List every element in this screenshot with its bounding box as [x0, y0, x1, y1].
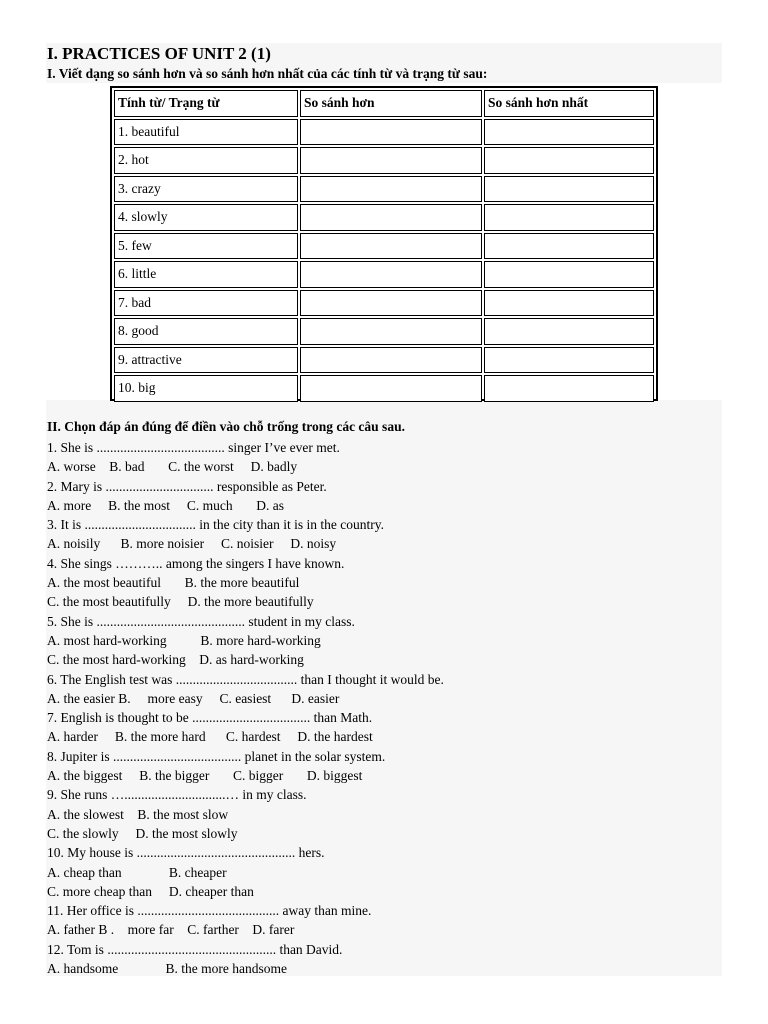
comparative-cell	[300, 290, 482, 317]
superlative-cell	[484, 318, 654, 345]
superlative-cell	[484, 347, 654, 374]
table-row	[114, 375, 654, 402]
superlative-cell	[484, 261, 654, 288]
question-line: 6. The English test was .................................... than I thought it would be.	[47, 671, 444, 687]
comparative-cell	[300, 261, 482, 288]
question-line: 9. She runs …..............................… in my class.	[47, 787, 307, 803]
page-title: I. PRACTICES OF UNIT 2 (1)	[47, 44, 271, 63]
table-row	[114, 233, 654, 260]
table-header-row	[114, 90, 654, 117]
word-cell: 3. crazy	[114, 176, 298, 203]
word-cell: 8. good	[114, 318, 298, 345]
comparative-cell	[300, 375, 482, 402]
question-line: 4. She sings ……….. among the singers I have known.	[47, 555, 345, 571]
superlative-cell	[484, 375, 654, 402]
word-cell: 5. few	[114, 233, 298, 260]
table-row	[114, 176, 654, 203]
answer-options-line: A. the most beautiful B. the more beautiful	[47, 575, 300, 591]
word-cell: 6. little	[114, 261, 298, 288]
answer-options-line: A. more B. the most C. much D. as	[47, 497, 284, 513]
table-row	[114, 318, 654, 345]
answer-options-line: A. noisily B. more noisier C. noisier D. noisy	[47, 536, 337, 552]
comparative-cell	[300, 204, 482, 231]
superlative-cell	[484, 119, 654, 146]
answer-options-line: C. the most hard-working D. as hard-working	[47, 652, 304, 668]
word-cell: 1. beautiful	[114, 119, 298, 146]
question-line: 11. Her office is .......................................... away than mine.	[47, 903, 372, 919]
comparative-cell	[300, 233, 482, 260]
answer-options-line: A. worse B. bad C. the worst D. badly	[47, 459, 298, 475]
answer-options-line: A. the easier B. more easy C. easiest D. easier	[47, 690, 340, 706]
question-line: 5. She is ............................................ student in my class.	[47, 613, 355, 629]
question-line: 12. Tom is .................................................. than David.	[47, 941, 343, 957]
answer-options-line: A. most hard-working B. more hard-working	[47, 632, 321, 648]
question-list	[47, 438, 444, 978]
superlative-cell	[484, 176, 654, 203]
table-row	[114, 204, 654, 231]
header-cell: Tính từ/ Trạng từ	[114, 90, 298, 117]
comparative-cell	[300, 119, 482, 146]
question-line: 2. Mary is ................................ responsible as Peter.	[47, 478, 327, 494]
comparative-cell	[300, 318, 482, 345]
answer-options-line: A. cheap than B. cheaper	[47, 864, 227, 880]
header-cell: So sánh hơn	[300, 90, 482, 117]
answer-options-line: A. father B . more far C. farther D. farer	[47, 922, 295, 938]
superlative-cell	[484, 204, 654, 231]
answer-options-line: A. the biggest B. the bigger C. bigger D. biggest	[47, 768, 363, 784]
word-cell: 7. bad	[114, 290, 298, 317]
table-row	[114, 290, 654, 317]
question-line: 7. English is thought to be ................................... than Math.	[47, 710, 373, 726]
table-row	[114, 261, 654, 288]
answer-options-line: A. the slowest B. the most slow	[47, 806, 229, 822]
table-row	[114, 119, 654, 146]
table-row	[114, 347, 654, 374]
comparison-table	[110, 86, 658, 401]
comparative-cell	[300, 147, 482, 174]
word-cell: 9. attractive	[114, 347, 298, 374]
question-line: 8. Jupiter is ...................................... planet in the solar system.	[47, 748, 386, 764]
question-line: 3. It is ................................. in the city than it is in the country.	[47, 517, 384, 533]
table-row	[114, 147, 654, 174]
question-line: 1. She is ...................................... singer I’ve ever met.	[47, 440, 340, 455]
question-line: 10. My house is ............................................... hers.	[47, 845, 325, 861]
comparative-cell	[300, 347, 482, 374]
superlative-cell	[484, 290, 654, 317]
header-cell: So sánh hơn nhất	[484, 90, 654, 117]
answer-options-line: A. handsome B. the more handsome	[47, 961, 287, 977]
word-cell: 2. hot	[114, 147, 298, 174]
section2-instruction: II. Chọn đáp án đúng để điền vào chỗ trống trong các câu sau.	[47, 419, 405, 434]
answer-options-line: C. the slowly D. the most slowly	[47, 825, 238, 841]
section1-instruction: I. Viết dạng so sánh hơn và so sánh hơn nhất của các tính từ và trạng từ sau:	[47, 66, 488, 81]
superlative-cell	[484, 233, 654, 260]
word-cell: 10. big	[114, 375, 298, 402]
answer-options-line: C. more cheap than D. cheaper than	[47, 883, 254, 899]
answer-options-line: C. the most beautifully D. the more beautifully	[47, 594, 314, 610]
word-cell: 4. slowly	[114, 204, 298, 231]
superlative-cell	[484, 147, 654, 174]
comparative-cell	[300, 176, 482, 203]
answer-options-line: A. harder B. the more hard C. hardest D. the hardest	[47, 729, 373, 745]
